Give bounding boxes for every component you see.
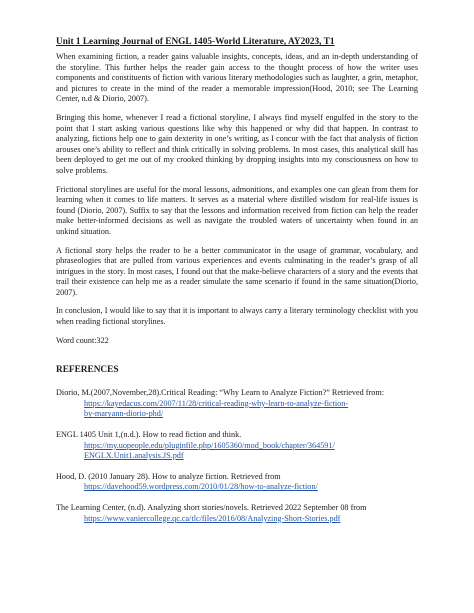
reference-text: ENGL 1405 Unit 1,(n.d.). How to read fiction and think. [56, 430, 242, 440]
paragraph-reflection: Bringing this home, whenever I read a fictional storyline, I always find myself engulfed in the story to the point that I start asking various questions like why this happened or why did that happen. In contrast to analyzing, fictions help one to gain dexterity in one’s writing, as I concur with the fact that analysis of fiction arouses one’s ability to reflect and think critically in solving problems. In most cases, this analytical skill has been deployed to get me out of my crooked thinking by dropping insights into my consciousness on how to solve problems. [56, 112, 418, 175]
document-body [56, 36, 418, 534]
reference-entry [56, 503, 418, 524]
reference-text: Diorio, M.(2007,November,28).Critical Reading: “Why Learn to Analyze Fiction?” Retrieved from: [56, 388, 384, 398]
reference-entry [56, 430, 418, 462]
word-count: Word count:322 [56, 335, 109, 345]
reference-link[interactable]: https://kayedacus.com/2007/11/28/critical-reading-why-learn-to-analyze-fiction- [84, 398, 349, 408]
references-heading: REFERENCES [56, 365, 119, 376]
reference-link-continued[interactable]: by-maryann-diorio-phd/ [84, 409, 164, 419]
document-title: Unit 1 Learning Journal of ENGL 1405-World Literature, AY2023, T1 [56, 37, 335, 47]
paragraph-lessons: Frictional storylines are useful for the moral lessons, admonitions, and examples one can glean from them for learning when it comes to life matters. It serves as a material where distilled wisdom for real-life issues is found (Diorio, 2007). Suffix to say that the lessons and information received from fiction can help the reader make better-informed decisions as well as navigate the troubled waters of uncertainty when found in an unkind situation. [56, 184, 418, 236]
reference-link[interactable]: https://www.vaniercollege.qc.ca/tlc/files/2016/08/Analyzing-Short-Stories.pdf [84, 513, 341, 523]
reference-entry [56, 388, 418, 420]
reference-link-continued[interactable]: ENGLX.Unit1.analysis.JS.pdf [84, 451, 184, 461]
reference-text: Hood, D. (2010 January 28). How to analyze fiction. Retrieved from [56, 471, 281, 481]
reference-link[interactable]: https://davehood59.wordpress.com/2010/01/28/how-to-analyze-fiction/ [84, 482, 318, 492]
reference-link[interactable]: https://my.uopeople.edu/pluginfile.php/1605360/mod_book/chapter/364591/ [84, 440, 335, 450]
reference-entry [56, 472, 418, 493]
paragraph-communication: A fictional story helps the reader to be a better communicator in the usage of grammar, vocabulary, and phraseologies that are pulled from various experiences and events culminating in the reader’s grasp of all intrigues in the story. In most cases, I found out that the make-believe characters of a story and the events that trail their existence can help me as a reader simulate the same scenario if found in the same situation(Diorio, 2007). [56, 245, 418, 297]
paragraph-conclusion: In conclusion, I would like to say that it is important to always carry a literary terminology checklist with you when reading fictional storylines. [56, 306, 418, 327]
reference-text: The Learning Center, (n.d). Analyzing short stories/novels. Retrieved 2022 September 08 from [56, 503, 367, 512]
paragraph-intro: When examining fiction, a reader gains valuable insights, concepts, ideas, and an in-depth understanding of the storyline. This further helps the reader gain access to the thought process of how the writer uses components and constituents of fiction with various literary methodologies such as laughter, a grin, metaphor, and pictures to create in the mind of the reader a memorable impression(Hood, 2010; see The Learning Center, n.d & Diorio, 2007). [56, 52, 418, 104]
